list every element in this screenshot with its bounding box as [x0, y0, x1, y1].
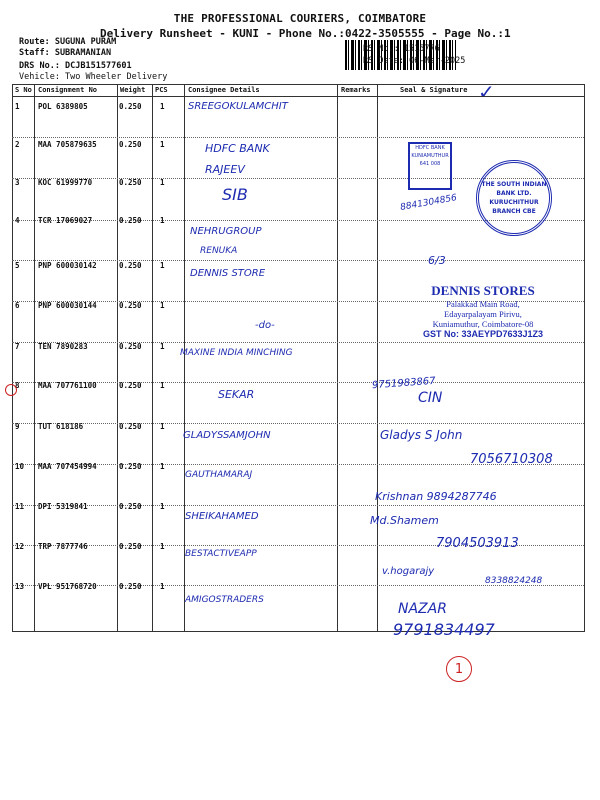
consignee-hand-4b: RENUKA — [200, 246, 238, 256]
row-consignment-no: KOC 61999770 — [38, 178, 93, 187]
row-weight: 0.250 — [119, 502, 142, 511]
col-pcs: PCS — [155, 86, 168, 94]
consignee-hand-12: BESTACTIVEAPP — [185, 549, 257, 559]
row-sno: 6 — [15, 301, 20, 310]
signature-row-11-name: Md.Shamem — [370, 514, 439, 527]
row-divider — [12, 260, 584, 261]
row-sno: 1 — [15, 102, 20, 111]
signature-row-3: 8841304856 — [399, 193, 458, 213]
row-consignment-no: VPL 951768720 — [38, 582, 97, 591]
row-consignment-no: MAA 707454994 — [38, 462, 97, 471]
row-divider — [12, 423, 584, 424]
row-weight: 0.250 — [119, 422, 142, 431]
consignee-hand-9: GLADYSSAMJOHN — [183, 430, 271, 441]
row-sno: 2 — [15, 140, 20, 149]
row-weight: 0.250 — [119, 462, 142, 471]
dennis-stamp-gst: GST No: 33AEYPD7633J1Z3 — [422, 329, 544, 339]
row-weight: 0.250 — [119, 140, 142, 149]
col-consignee: Consignee Details — [188, 86, 260, 94]
row-pcs: 1 — [160, 216, 165, 225]
page-mark: 1 — [446, 656, 472, 682]
row-weight: 0.250 — [119, 381, 142, 390]
row-weight: 0.250 — [119, 261, 142, 270]
row-sno: 4 — [15, 216, 20, 225]
row-sno: 11 — [15, 502, 25, 511]
dennis-stamp-addr1: Palakkad Main Road, — [446, 299, 520, 309]
row-sno: 8 — [15, 381, 20, 390]
south-indian-bank-stamp: THE SOUTH INDIAN BANK LTD. KURUCHITHUR BRANCH CBE — [476, 160, 552, 236]
row-consignment-no: PNP 600030144 — [38, 301, 97, 310]
col-sno: S No — [15, 86, 32, 94]
row-divider — [12, 137, 584, 138]
rs-number: RS No.: 1515776 — [363, 44, 440, 54]
row-weight: 0.250 — [119, 342, 142, 351]
signature-row-12-name: v.hogarajy — [382, 566, 435, 577]
runsheet-title: THE PROFESSIONAL COURIERS, COIMBATORE — [173, 12, 427, 25]
dennis-stamp-addr3: Kuniamuthur, Coimbatore-08 — [432, 319, 534, 329]
dennis-stores-stamp — [378, 283, 588, 339]
row-pcs: 1 — [160, 102, 165, 111]
row-weight: 0.250 — [119, 178, 142, 187]
consignee-hand-1: SREEGOKULAMCHIT — [188, 101, 288, 112]
signature-row-13-phone: 9791834497 — [393, 620, 495, 639]
consignee-hand-11: SHEIKAHAMED — [185, 511, 259, 522]
row-pcs: 1 — [160, 301, 165, 310]
col-weight: Weight — [120, 86, 146, 94]
signature-row-11-phone: 7904503913 — [436, 536, 519, 551]
row-sno: 3 — [15, 178, 20, 187]
row-consignment-no: MAA 705879635 — [38, 140, 97, 149]
row-weight: 0.250 — [119, 216, 142, 225]
consignee-hand-10: GAUTHAMARAJ — [185, 470, 253, 480]
col-seal: Seal & Signature — [400, 86, 468, 94]
signature-row-9-name: Gladys S John — [380, 428, 463, 442]
row-consignment-no: TRP 7877746 — [38, 542, 88, 551]
row-pcs: 1 — [160, 381, 165, 390]
row-pcs: 1 — [160, 140, 165, 149]
dennis-stamp-addr2: Edayarpalayam Pirivu, — [444, 309, 522, 319]
row-sno: 5 — [15, 261, 20, 270]
consignee-hand-6: -do- — [255, 320, 275, 331]
row-pcs: 1 — [160, 342, 165, 351]
hdfc-bank-stamp: HDFC BANK KUNIAMUTHUR 641 008 — [408, 142, 452, 190]
vehicle-label: Vehicle: Two Wheeler Delivery — [19, 72, 168, 82]
row-sno: 7 — [15, 342, 20, 351]
consignee-hand-3: SIB — [222, 185, 248, 204]
row-pcs: 1 — [160, 582, 165, 591]
consignee-hand-8: SEKAR — [218, 388, 255, 401]
row-divider — [12, 342, 584, 343]
row-consignment-no: TCR 17069027 — [38, 216, 93, 225]
signature-row-13-name: NAZAR — [398, 601, 447, 617]
rs-date: RS Date: 06-Mar-2025 — [363, 56, 466, 66]
route-label: Route: SUGUNA PURAM — [19, 37, 117, 47]
row-sno: 9 — [15, 422, 20, 431]
row-8-circle-mark — [5, 384, 17, 396]
consignee-hand-13: AMIGOSTRADERS — [185, 595, 264, 605]
row-consignment-no: MAA 707761100 — [38, 381, 97, 390]
row-pcs: 1 — [160, 422, 165, 431]
signature-row-4: 6/3 — [428, 254, 446, 267]
row-divider — [12, 382, 584, 383]
row-sno: 10 — [15, 462, 25, 471]
row-pcs: 1 — [160, 502, 165, 511]
signature-row-10: Krishnan 9894287746 — [375, 490, 497, 503]
runsheet-subtitle: Delivery Runsheet - KUNI - Phone No.:0422-3505555 - Page No.:1 — [100, 27, 511, 40]
row-divider — [12, 505, 584, 506]
row-consignment-no: TEN 7890283 — [38, 342, 88, 351]
row-pcs: 1 — [160, 261, 165, 270]
row-weight: 0.250 — [119, 542, 142, 551]
row-consignment-no: PNP 600030142 — [38, 261, 97, 270]
row-consignment-no: DPI 5319841 — [38, 502, 88, 511]
consignee-hand-2: HDFC BANK — [205, 142, 270, 155]
drs-label: DRS No.: DCJB151577601 — [19, 61, 132, 71]
signature-row-7: 9751983867 — [371, 375, 436, 392]
signature-row-8: CIN — [418, 390, 443, 406]
row-weight: 0.250 — [119, 301, 142, 310]
row-pcs: 1 — [160, 462, 165, 471]
signature-row-9-phone: 7056710308 — [470, 452, 553, 467]
staff-label: Staff: SUBRAMANIAN — [19, 48, 112, 58]
row-consignment-no: TUT 618186 — [38, 422, 84, 431]
consignee-hand-2b: RAJEEV — [205, 163, 245, 176]
row-pcs: 1 — [160, 178, 165, 187]
row-weight: 0.250 — [119, 102, 142, 111]
col-remarks: Remarks — [341, 86, 371, 94]
row-consignment-no: POL 6389805 — [38, 102, 88, 111]
row-weight: 0.250 — [119, 582, 142, 591]
consignee-hand-4: NEHRUGROUP — [190, 226, 262, 237]
consignee-hand-7: MAXINE INDIA MINCHING — [180, 348, 293, 358]
dennis-stamp-name: DENNIS STORES — [431, 283, 535, 298]
col-consignment: Consignment No — [38, 86, 98, 94]
signature-row-12-phone: 8338824248 — [485, 576, 543, 586]
scribble-mark: ✓ — [478, 80, 495, 104]
row-pcs: 1 — [160, 542, 165, 551]
row-sno: 13 — [15, 582, 25, 591]
row-sno: 12 — [15, 542, 25, 551]
consignee-hand-5: DENNIS STORE — [190, 268, 266, 279]
